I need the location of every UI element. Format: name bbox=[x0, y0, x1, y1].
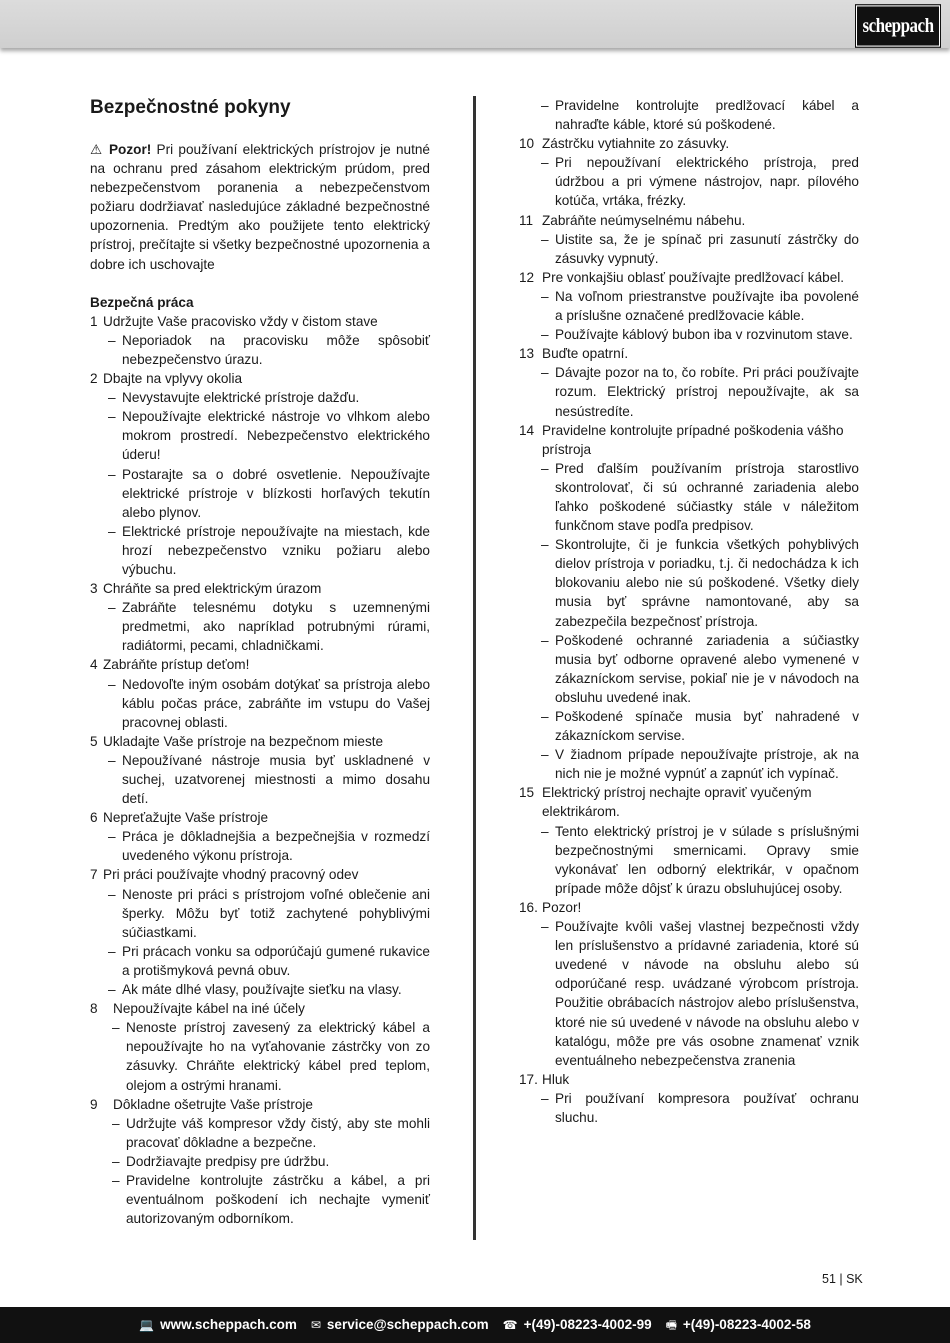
mail-icon: ✉ bbox=[310, 1318, 321, 1332]
section-heading bbox=[90, 655, 430, 674]
safety-section bbox=[519, 898, 859, 1070]
safety-section bbox=[90, 808, 430, 865]
list-item: – Uistite sa, že je spínač pri zasunutí zástrčky do zásuvky vypnutý. bbox=[541, 230, 859, 268]
intro-paragraph bbox=[90, 140, 430, 274]
list-item: – Pri prácach vonku sa odporúčajú gumené rukavice a protišmyková pevná obuv. bbox=[108, 942, 430, 980]
section-heading bbox=[519, 898, 859, 917]
list-item: – Na voľnom priestranstve používajte iba povolené a príslušne označené predlžovacie káble. bbox=[541, 287, 859, 325]
fax-number: +(49)-08223-4002-58 bbox=[682, 1317, 811, 1332]
safety-section bbox=[90, 655, 430, 731]
safety-section bbox=[519, 783, 859, 898]
list-item: – Pri používaní kompresora používať ochranu sluchu. bbox=[541, 1089, 859, 1127]
section-title: Buďte opatrní. bbox=[542, 346, 629, 362]
fax-icon: 🖷 bbox=[665, 1318, 677, 1332]
intro-label: Pozor! bbox=[108, 142, 152, 157]
list-item: – Nevystavujte elektrické prístroje dažďu. bbox=[108, 388, 430, 407]
section-title: Nepreťažujte Vaše prístroje bbox=[103, 810, 269, 826]
section-heading bbox=[519, 211, 859, 230]
section-items bbox=[519, 287, 859, 344]
section-items bbox=[90, 827, 430, 865]
section-heading bbox=[90, 1095, 430, 1114]
list-item: – Ak máte dlhé vlasy, používajte sieťku na vlasy. bbox=[108, 980, 430, 999]
section-title: Pravidelne kontrolujte prípadné poškodenia vášho prístroja bbox=[542, 422, 844, 457]
safety-section bbox=[90, 732, 430, 808]
safety-section bbox=[90, 312, 430, 369]
safety-section bbox=[519, 344, 859, 420]
list-item: – Nedovoľte iným osobám dotýkať sa prístroja alebo káblu počas práce, zabráňte im vstupu do Vašej pracovnej oblasti. bbox=[108, 675, 430, 732]
section-number: 13 bbox=[519, 346, 535, 362]
section-number: 9 bbox=[90, 1096, 98, 1112]
section-items bbox=[90, 1018, 430, 1094]
section-number: 16. bbox=[519, 899, 538, 915]
list-item: – Používajte káblový bubon iba v rozvinutom stave. bbox=[541, 325, 859, 344]
section-title: Dôkladne ošetrujte Vaše prístroje bbox=[113, 1096, 313, 1112]
section-heading bbox=[519, 134, 859, 153]
header-band bbox=[0, 0, 950, 48]
left-section-list bbox=[90, 312, 430, 1229]
section-title: Zástrčku vytiahnite zo zásuvky. bbox=[542, 136, 730, 152]
section-number: 10 bbox=[519, 136, 535, 152]
safety-section bbox=[90, 579, 430, 655]
computer-icon: 💻 bbox=[139, 1318, 155, 1332]
intro-text: Pri používaní elektrických prístrojov je nutné na ochranu pred zásahom elektrickým prúdom, pred nebezpečenstvom poranenia a nebezpečenstvom požiaru dodržiavať nasledujúce základné bezpečnostné upozornenia. Predtým ako použijete tento elektrický prístroj, prečítajte si všetky bezpečnostné upozornenia a dobre ich uschovajte bbox=[90, 142, 430, 272]
list-item: – Nepoužívajte elektrické nástroje vo vlhkom alebo mokrom prostredí. Nebezpečenstvo elektrického úderu! bbox=[108, 407, 430, 464]
section-number: 7 bbox=[90, 867, 102, 883]
website-link[interactable]: www.scheppach.com bbox=[160, 1317, 297, 1332]
section-title: Udržujte Vaše pracovisko vždy v čistom stave bbox=[103, 313, 378, 329]
section-items bbox=[90, 751, 430, 808]
phone-number[interactable]: +(49)-08223-4002-99 bbox=[523, 1317, 652, 1332]
footer-email[interactable] bbox=[311, 1307, 489, 1343]
right-column bbox=[519, 96, 859, 1127]
section-subheading: Bezpečná práca bbox=[90, 294, 194, 310]
safety-section bbox=[519, 211, 859, 268]
section-number: 12 bbox=[519, 269, 535, 285]
section-heading bbox=[90, 808, 430, 827]
list-item: – Poškodené ochranné zariadenia a súčiastky musia byť odborne opravené alebo vymenené v zákazníckom servise, pokiaľ nie je v návodoch na obsluhu uvedené inak. bbox=[541, 631, 859, 707]
section-number: 17. bbox=[519, 1071, 538, 1087]
safety-section bbox=[519, 1070, 859, 1127]
section-items bbox=[90, 598, 430, 655]
list-item: – Dávajte pozor na to, čo robíte. Pri práci používajte rozum. Elektrický prístroj nepoužívajte, ak sa nesústredíte. bbox=[541, 363, 859, 420]
email-link[interactable]: service@scheppach.com bbox=[326, 1317, 489, 1332]
section-title: Chráňte sa pred elektrickým úrazom bbox=[103, 581, 322, 597]
brand-logo: scheppach bbox=[856, 5, 940, 46]
list-item: – Používajte kvôli vašej vlastnej bezpečnosti vždy len príslušenstvo a prídavné zariadenia, ktoré sú uvedené v návode na obsluhu alebo sú odporúčané resp. uvádzané výrobcom prístroja. Použitie obrábacích nástrojov alebo príslušenstva, ktoré nie sú uvedené v návode na obsluhu alebo v katalógu, môže pre vás osobne znamenať vznik eventuálneho nebezpečenstva zranenia bbox=[541, 917, 859, 1070]
list-item: – Poškodené spínače musia byť nahradené v zákazníckom servise. bbox=[541, 707, 859, 745]
section-title: Elektrický prístroj nechajte opraviť vyučeným elektrikárom. bbox=[542, 785, 812, 820]
safety-section bbox=[519, 268, 859, 344]
list-item: – Postarajte sa o dobré osvetlenie. Nepoužívajte elektrické prístroje v blízkosti horľavých tekutín alebo plynov. bbox=[108, 465, 430, 522]
section-title: Ukladajte Vaše prístroje na bezpečnom mieste bbox=[103, 733, 384, 749]
section-heading bbox=[519, 783, 859, 821]
section-number: 11 bbox=[519, 212, 534, 228]
section-items bbox=[90, 388, 430, 579]
list-item: – Nepoužívané nástroje musia byť uskladnené v suchej, uzatvorenej miestnosti a mimo dosahu detí. bbox=[108, 751, 430, 808]
section-number: 15 bbox=[519, 785, 535, 801]
section-items bbox=[519, 230, 859, 268]
list-item: – Skontrolujte, či je funkcia všetkých pohyblivých dielov prístroja v poriadku, t.j. či nedochádza k ich blokovaniu alebo nie sú poškodené. Všetky diely musia byť správne namontované, aby sa zabezpečila bezpečnosť prístroja. bbox=[541, 535, 859, 630]
footer-phone[interactable] bbox=[503, 1307, 652, 1343]
footer-website[interactable] bbox=[139, 1307, 297, 1343]
list-item: – Pravidelne kontrolujte zástrčku a kábel, a pri eventuálnom poškodení ich nechajte vymeniť autorizovaným odborníkom. bbox=[112, 1171, 430, 1228]
list-item: – Udržujte váš kompresor vždy čistý, aby ste mohli pracovať dôkladne a bezpečne. bbox=[112, 1114, 430, 1152]
list-item: – Zabráňte telesnému dotyku s uzemnenými predmetmi, ako napríklad potrubnými rúrami, radiátormi, pecami, chladničkami. bbox=[108, 598, 430, 655]
section-number: 8 bbox=[90, 1001, 98, 1017]
section-heading bbox=[90, 369, 430, 388]
list-item: – Pred ďalším používaním prístroja starostlivo skontrolovať, či sú ochranné zariadenia alebo ľahko poškodené súčiastky stále v náležitom funkčnom stave podľa predpisov. bbox=[541, 459, 859, 535]
section-heading bbox=[90, 732, 430, 751]
safety-section bbox=[90, 999, 430, 1094]
section-number: 3 bbox=[90, 581, 102, 597]
list-item: – Tento elektrický prístroj je v súlade s príslušnými bezpečnostnými smernicami. Opravy smie vykonávať len odborný elektrikár, v opačnom prípade môže dôjsť k úrazu obsluhujúcej osoby. bbox=[541, 822, 859, 898]
section-items bbox=[90, 331, 430, 369]
list-item: – Pravidelne kontrolujte predlžovací kábel a nahraďte káble, ktoré sú poškodené. bbox=[541, 96, 859, 134]
section-title: Hluk bbox=[542, 1071, 570, 1087]
section-heading bbox=[90, 312, 430, 331]
section-number: 4 bbox=[90, 657, 102, 673]
section-items bbox=[519, 917, 859, 1070]
column-divider bbox=[473, 96, 476, 1240]
section-items bbox=[90, 1114, 430, 1229]
section-items bbox=[90, 675, 430, 732]
list-item: – V žiadnom prípade nepoužívajte prístroje, ak na nich nie je možné vypnúť a zapnúť ich vypínač. bbox=[541, 745, 859, 783]
list-item: – Pri nepoužívaní elektrického prístroja, pred údržbou a pri výmene nástrojov, napr. pílového kotúča, vrtáka, frézky. bbox=[541, 153, 859, 210]
section-heading bbox=[519, 421, 859, 459]
list-item: – Neporiadok na pracovisku môže spôsobiť nebezpečenstvo úrazu. bbox=[108, 331, 430, 369]
section-heading bbox=[90, 999, 430, 1018]
section-heading bbox=[90, 865, 430, 884]
safety-section bbox=[90, 865, 430, 999]
section-title: Nepoužívajte kábel na iné účely bbox=[113, 1001, 305, 1017]
footer-fax bbox=[666, 1307, 811, 1343]
section-number: 5 bbox=[90, 733, 102, 749]
safety-section bbox=[90, 1095, 430, 1229]
section-number: 2 bbox=[90, 371, 102, 387]
section-items bbox=[519, 153, 859, 210]
section-title: Pre vonkajšiu oblasť používajte predlžovací kábel. bbox=[542, 269, 845, 285]
page-number: 51 | SK bbox=[822, 1272, 863, 1286]
section-heading bbox=[90, 579, 430, 598]
safety-section bbox=[519, 134, 859, 210]
section-number: 14 bbox=[519, 422, 535, 438]
section-number: 1 bbox=[90, 313, 102, 329]
list-item: – Nenoste pri práci s prístrojom voľné oblečenie ani šperky. Môžu byť totiž zachytené pohyblivými súčiastkami. bbox=[108, 885, 430, 942]
section-heading bbox=[519, 268, 859, 287]
safety-section bbox=[90, 369, 430, 579]
section-heading bbox=[519, 344, 859, 363]
safety-section bbox=[519, 421, 859, 784]
phone-icon: ☎ bbox=[502, 1318, 518, 1332]
section-items bbox=[519, 363, 859, 420]
list-item: – Nenoste prístroj zavesený za elektrický kábel a nepoužívajte ho na vyťahovanie zástrčky von zo zásuvky. Chráňte elektrický kábel pred teplom, olejom a ostrými hranami. bbox=[112, 1018, 430, 1094]
section-heading bbox=[519, 1070, 859, 1089]
section-items bbox=[519, 459, 859, 784]
section-title: Zabráňte neúmyselnému nábehu. bbox=[542, 212, 746, 228]
section-title: Dbajte na vplyvy okolia bbox=[103, 371, 243, 387]
page-title: Bezpečnostné pokyny bbox=[90, 97, 291, 118]
section-title: Zabráňte prístup deťom! bbox=[103, 657, 250, 673]
warning-triangle-icon: ⚠ bbox=[90, 142, 104, 157]
list-item: – Práca je dôkladnejšia a bezpečnejšia v rozmedzí uvedeného výkonu prístroja. bbox=[108, 827, 430, 865]
continued-items bbox=[519, 96, 859, 134]
right-section-list bbox=[519, 134, 859, 1127]
section-items bbox=[519, 1089, 859, 1127]
footer-bar bbox=[0, 1307, 950, 1343]
section-title: Pri práci používajte vhodný pracovný odev bbox=[103, 867, 359, 883]
section-number: 6 bbox=[90, 810, 102, 826]
section-items bbox=[90, 885, 430, 1000]
section-items bbox=[519, 822, 859, 898]
list-item: – Elektrické prístroje nepoužívajte na miestach, kde hrozí nebezpečenstvo vzniku požiaru alebo výbuchu. bbox=[108, 522, 430, 579]
left-column bbox=[90, 96, 430, 1228]
section-title: Pozor! bbox=[542, 899, 582, 915]
list-item: – Dodržiavajte predpisy pre údržbu. bbox=[112, 1152, 430, 1171]
